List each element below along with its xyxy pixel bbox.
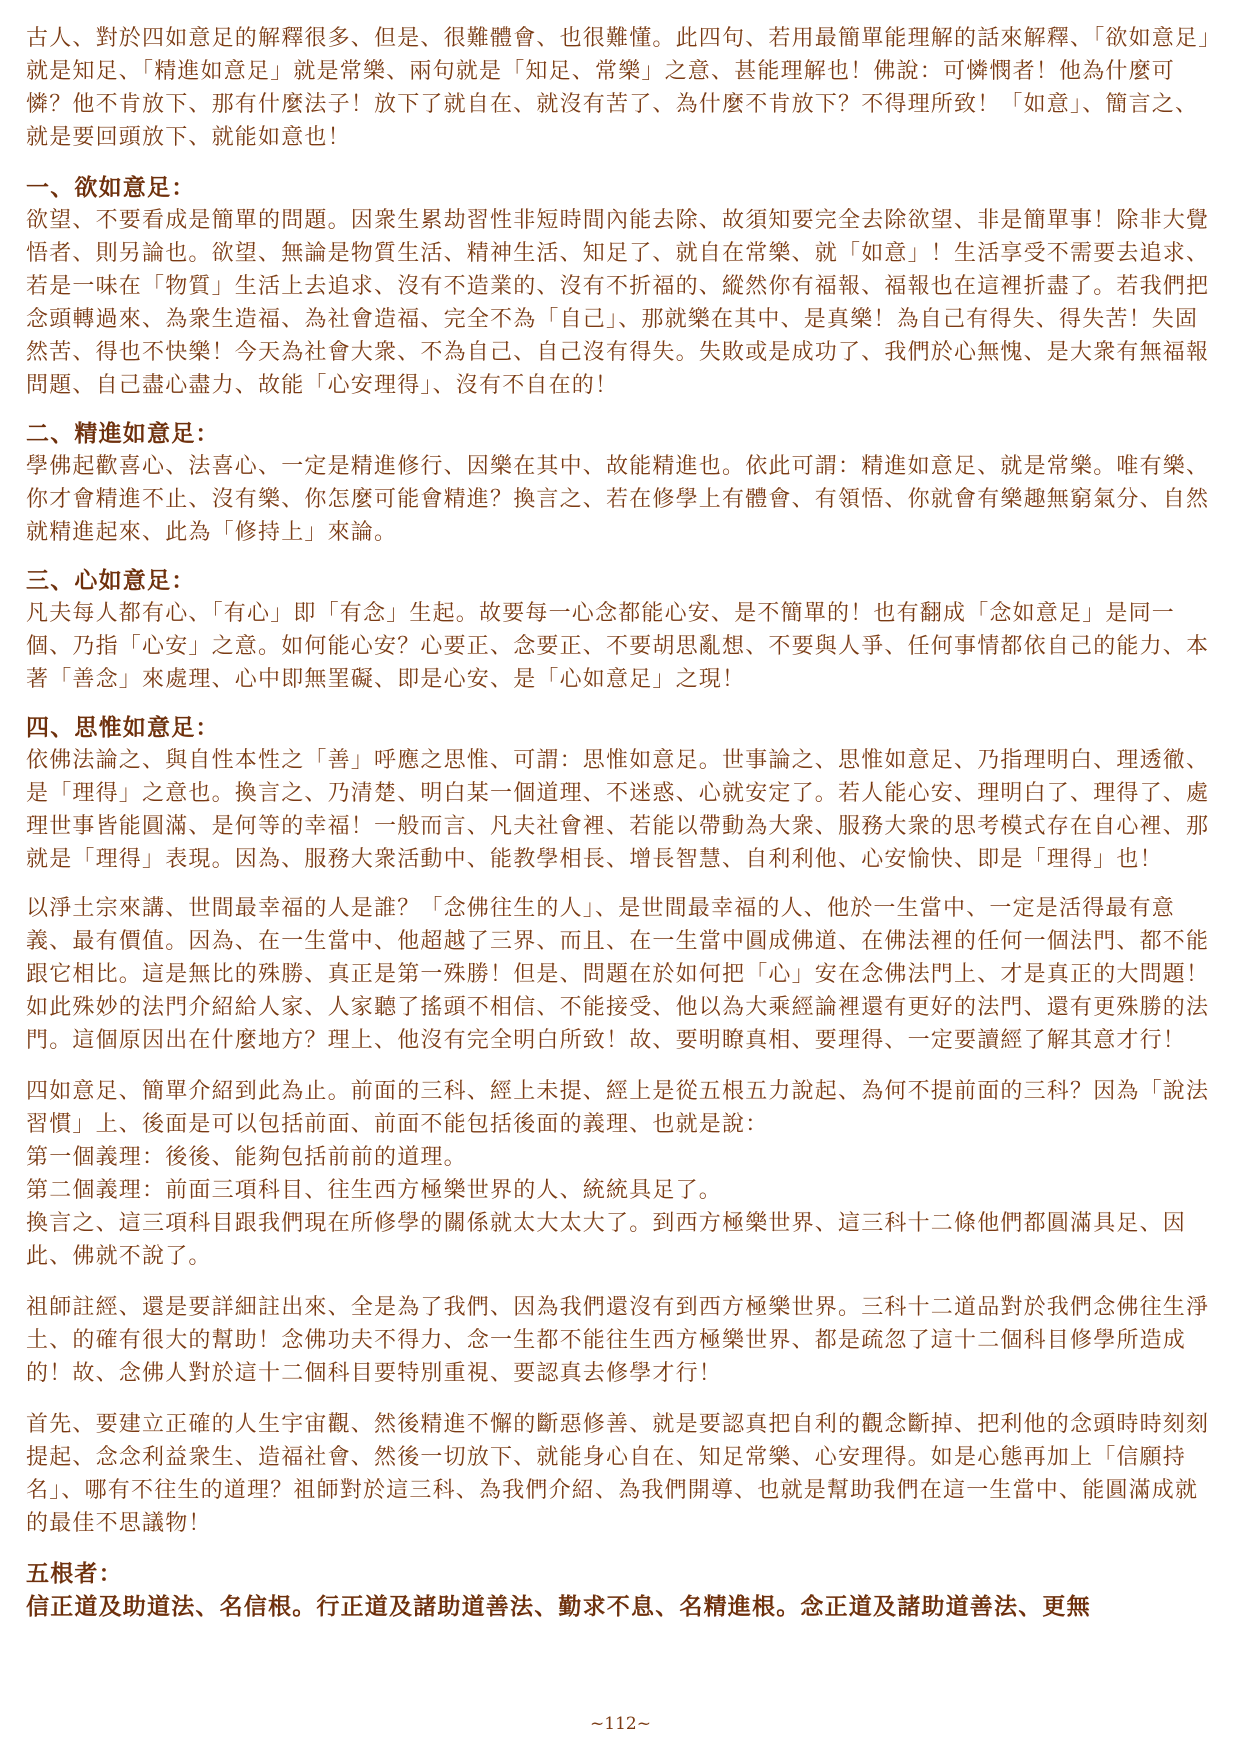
five-roots-text: 信正道及助道法、名信根。行正道及諸助道善法、勤求不息、名精進根。念正道及諸助道善法、更無 [26,1593,1091,1620]
summary-line: 第一個義理：後後、能夠包括前前的道理。 [26,1145,467,1170]
patriarch-paragraph: 祖師註經、還是要詳細註出來、全是為了我們、因為我們還沒有到西方極樂世界。三科十二道品對於我們念佛往生淨土、的確有很大的幫助！念佛功夫不得力、念一生都不能往生西方極樂世界、都是疏忽了這十二個科目修學所造成的！故、念佛人對於這十二個科目要特別重視、要認真去修學才行！ [26,1295,1210,1386]
section-body: 學佛起歡喜心、法喜心、一定是精進修行、因樂在其中、故能精進也。依此可謂：精進如意足、就是常樂。唯有樂、你才會精進不止、沒有樂、你怎麼可能會精進？換言之、若在修學上有體會、有領悟、你就會有樂趣無窮氣分、自然就精進起來、此為「修持上」來論。 [26,454,1210,545]
section-desire [26,172,1216,402]
section-heading: 五根者： [26,1560,123,1587]
section-heading: 三、心如意足： [26,567,196,594]
section-heading: 二、精進如意足： [26,420,220,447]
section-body: 欲望、不要看成是簡單的問題。因衆生累劫習性非短時間內能去除、故須知要完全去除欲望、非是簡單事！除非大覺悟者、則另論也。欲望、無論是物質生活、精神生活、知足了、就自在常樂、就「如意」！生活享受不需要去追求、若是一味在「物質」生活上去追求、沒有不造業的、沒有不折福的、縱然你有福報、福報也在這裡折盡了。若我們把念頭轉過來、為衆生造福、為社會造福、完全不為「自己」、那就樂在其中、是真樂！為自己有得失、得失苦！失固然苦、得也不快樂！今天為社會大衆、不為自己、自己沒有得失。失敗或是成功了、我們於心無愧、是大衆有無福報問題、自己盡心盡力、故能「心安理得」、沒有不自在的！ [26,208,1210,398]
summary-line: 換言之、這三項科目跟我們現在所修學的關係就太大太大了。到西方極樂世界、這三科十二條他們都圓滿具足、因此、佛就不說了。 [26,1211,1187,1269]
section-contemplation [26,712,1216,876]
section-heading: 一、欲如意足： [26,174,196,201]
page-number: ~112~ [590,1714,651,1734]
summary-paragraph [26,1075,1216,1273]
five-roots-section [26,1558,1216,1623]
section-diligence [26,418,1216,549]
section-mind [26,565,1216,696]
summary-line: 四如意足、簡單介紹到此為止。前面的三科、經上未提、經上是從五根五力說起、為何不提前面的三科？因為「說法習慣」上、後面是可以包括前面、前面不能包括後面的義理、也就是說： [26,1079,1210,1137]
first-paragraph: 首先、要建立正確的人生宇宙觀、然後精進不懈的斷惡修善、就是要認真把自利的觀念斷掉、把利他的念頭時時刻刻提起、念念利益衆生、造福社會、然後一切放下、就能身心自在、知足常樂、心安理得。如是心態再加上「信願持名」、哪有不往生的道理？祖師對於這三科、為我們介紹、為我們開導、也就是幫助我們在這一生當中、能圓滿成就的最佳不思議物！ [26,1412,1210,1536]
summary-line: 第二個義理：前面三項科目、往生西方極樂世界的人、統統具足了。 [26,1178,723,1203]
pure-land-paragraph: 以淨土宗來講、世間最幸福的人是誰？「念佛往生的人」、是世間最幸福的人、他於一生當中、一定是活得最有意義、最有價值。因為、在一生當中、他超越了三界、而且、在一生當中圓成佛道、在佛法裡的任何一個法門、都不能跟它相比。這是無比的殊勝、真正是第一殊勝！但是、問題在於如何把「心」安在念佛法門上、才是真正的大問題！如此殊妙的法門介紹給人家、人家聽了搖頭不相信、不能接受、他以為大乘經論裡還有更好的法門、還有更殊勝的法門。這個原因出在什麼地方？理上、他沒有完全明白所致！故、要明瞭真相、要理得、一定要讀經了解其意才行！ [26,896,1210,1053]
section-heading: 四、思惟如意足： [26,714,220,741]
document-page [26,22,1216,1623]
intro-paragraph: 古人、對於四如意足的解釋很多、但是、很難體會、也很難懂。此四句、若用最簡單能理解的話來解釋、「欲如意足」就是知足、「精進如意足」就是常樂、兩句就是「知足、常樂」之意、甚能理解也！佛說：可憐憫者！他為什麼可憐？他不肯放下、那有什麼法子！放下了就自在、就沒有苦了、為什麼不肯放下？不得理所致！「如意」、簡言之、就是要回頭放下、就能如意也！ [26,26,1211,150]
section-body: 凡夫每人都有心、「有心」即「有念」生起。故要每一心念都能心安、是不簡單的！也有翻成「念如意足」是同一個、乃指「心安」之意。如何能心安？心要正、念要正、不要胡思亂想、不要與人爭、任何事情都依自己的能力、本著「善念」來處理、心中即無罣礙、即是心安、是「心如意足」之現！ [26,601,1210,692]
section-body: 依佛法論之、與自性本性之「善」呼應之思惟、可謂：思惟如意足。世事論之、思惟如意足、乃指理明白、理透徹、是「理得」之意也。換言之、乃清楚、明白某一個道理、不迷惑、心就安定了。若人能心安、理明白了、理得了、處理世事皆能圓滿、是何等的幸福！一般而言、凡夫社會裡、若能以帶動為大衆、服務大衆的思考模式存在自心裡、那就是「理得」表現。因為、服務大衆活動中、能教學相長、增長智慧、自利利他、心安愉快、即是「理得」也！ [26,748,1210,872]
